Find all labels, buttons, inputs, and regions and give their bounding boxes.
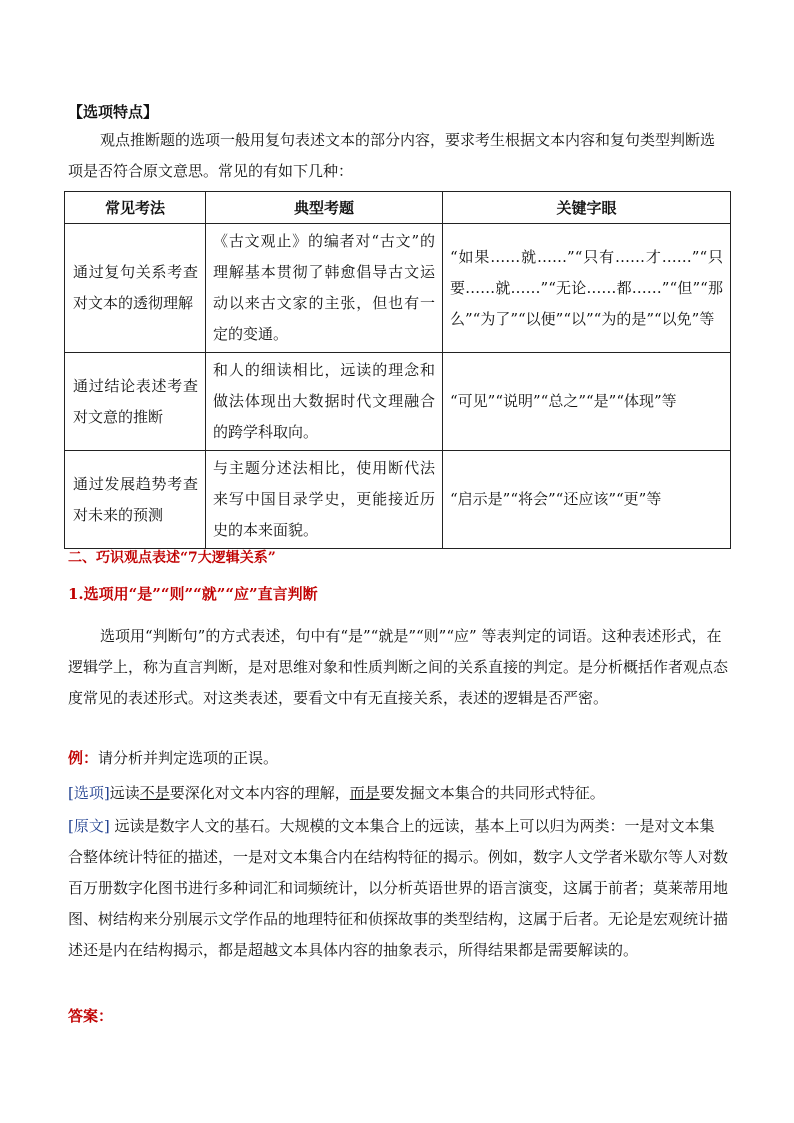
table-cell: 通过复句关系考查对文本的透彻理解	[65, 224, 206, 353]
section-label: 【选项特点】	[68, 103, 159, 121]
table-header: 常见考法	[65, 192, 206, 224]
table-row	[65, 353, 731, 451]
table-row	[65, 224, 731, 353]
table-row	[65, 451, 731, 549]
body-paragraph	[68, 621, 728, 714]
table-cell: 通过结论表述考查对文意的推断	[65, 353, 206, 451]
table-cell: “如果……就……”“只有……才……”“只要……就……”“无论……都……”“但”“那么”“为了”“以便”“以”“为的是”“以免”等	[443, 224, 731, 353]
source-paragraph	[68, 811, 728, 966]
source-tag: [原文]	[68, 817, 110, 835]
subsection-heading: 1.选项用“是”“则”“就”“应”直言判断	[68, 585, 318, 603]
table-header: 关键字眼	[443, 192, 731, 224]
option-features-table	[64, 191, 731, 549]
table-cell: “可见”“说明”“总之”“是”“体现”等	[443, 353, 731, 451]
example-line	[68, 747, 278, 768]
option-statement: [选项]远读不是要深化对文本内容的理解，而是要发掘文本集合的共同形式特征。	[68, 784, 605, 802]
table-header-row	[65, 192, 731, 224]
example-label: 例：	[68, 749, 99, 767]
body-text: 选项用“判断句”的方式表述，句中有“是”“就是”“则”“应” 等表判定的词语。这种表述形式，在逻辑学上，称为直言判断，是对思维对象和性质判断之间的关系直接的判定。是分析概括作者观点态度常见的表述形式。对这类表述，要看文中有无直接关系，表述的逻辑是否严密。	[68, 627, 729, 707]
example-text: 请分析并判定选项的正误。	[98, 749, 279, 767]
table-cell: 《古文观止》的编者对“古文”的理解基本贯彻了韩愈倡导古文运动以来古文家的主张，但也有一定的变通。	[206, 224, 443, 353]
table-cell: 与主题分述法相比，使用断代法来写中国目录学史，更能接近历史的本来面貌。	[206, 451, 443, 549]
option-tag: [选项]	[68, 784, 110, 802]
source-text: 远读是数字人文的基石。大规模的文本集合上的远读，基本上可以归为两类：一是对文本集合整体统计特征的描述，一是对文本集合内在结构特征的揭示。例如，数字人文学者米歇尔等人对数百万册数字化图书进行多种词汇和词频统计，以分析英语世界的语言演变，这属于前者；莫莱蒂用地图、树结构来分别展示文学作品的地理特征和侦探故事的类型结构，这属于后者。无论是宏观统计描述还是内在结构揭示，都是超越文本具体内容的抽象表示，所得结果都是需要解读的。	[68, 817, 729, 959]
table-cell: “启示是”“将会”“还应该”“更”等	[443, 451, 731, 549]
answer-label: 答案：	[68, 1007, 114, 1025]
table-cell: 通过发展趋势考查对未来的预测	[65, 451, 206, 549]
table-cell: 和人的细读相比，远读的理念和做法体现出大数据时代文理融合的跨学科取向。	[206, 353, 443, 451]
intro-text: 观点推断题的选项一般用复句表述文本的部分内容，要求考生根据文本内容和复句类型判断选项是否符合原文意思。常见的有如下几种：	[68, 131, 716, 180]
table-header: 典型考题	[206, 192, 443, 224]
intro-paragraph	[68, 125, 728, 187]
section-heading: 二、巧识观点表述“7大逻辑关系”	[68, 550, 276, 566]
